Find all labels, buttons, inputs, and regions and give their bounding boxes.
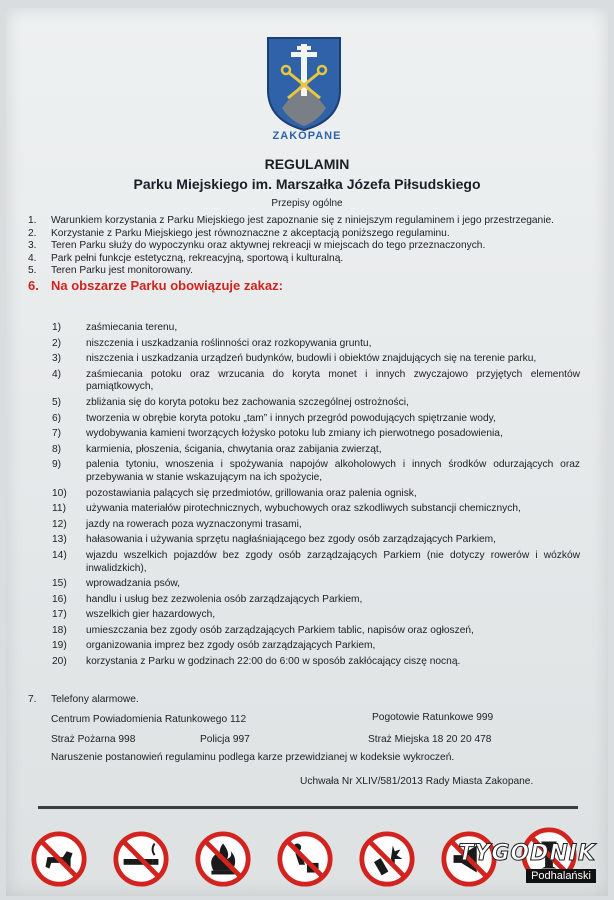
prohibition-item <box>52 656 580 669</box>
prohibition-text: zaśmiecania terenu, <box>86 322 178 333</box>
contact-pogotowie: Pogotowie Ratunkowe 999 <box>372 712 494 723</box>
prohibition-text: hałasowania i używania sprzętu nagłaśniającego bez zgody osób zarządzających Parkiem, <box>86 534 496 546</box>
no-dogs-icon <box>30 830 88 888</box>
contact-straz-miejska: Straż Miejska 18 20 20 478 <box>368 734 492 745</box>
resolution-note: Uchwała Nr XLIV/581/2013 Rady Miasta Zakopane. <box>300 776 534 787</box>
no-smoking-icon <box>112 830 170 888</box>
prohibition-number: 2) <box>52 337 62 349</box>
contacts-number: 7. <box>28 694 37 705</box>
prohibition-item <box>52 322 580 335</box>
penalty-note: Naruszenie postanowień regulaminu podlega karze przewidzianej w kodeksie wykroczeń. <box>51 752 455 763</box>
prohibition-item <box>52 519 580 532</box>
prohibition-item <box>52 488 580 501</box>
rule-text: Teren Parku jest monitorowany. <box>51 265 193 277</box>
prohibition-number: 4) <box>52 368 62 380</box>
prohibition-item <box>52 428 580 441</box>
prohibition-number: 19) <box>52 640 67 652</box>
prohibition-number: 15) <box>52 578 67 590</box>
watermark-line2: Podhalański <box>526 869 596 883</box>
rule-text: Teren Parku służy do wypoczynku oraz aktywnej rekreacji w miejscach do tego przeznaczonych. <box>51 240 486 252</box>
regulations-board <box>6 8 608 896</box>
prohibition-number: 5) <box>52 396 62 408</box>
prohibition-item <box>52 353 580 366</box>
rule-item <box>28 253 588 266</box>
prohibition-item <box>52 444 580 457</box>
zakopane-coat-of-arms-icon <box>264 34 344 132</box>
prohibition-text: zaśmiecania potoku oraz wrzucania do koryta monet i innych zwyczajowo przyjętych elementów pamiątkowych, <box>86 368 580 393</box>
prohibition-number: 6) <box>52 412 62 424</box>
no-fire-icon <box>194 830 252 888</box>
prohibition-text: jazdy na rowerach poza wyznaczonymi trasami, <box>86 518 302 530</box>
watermark-logo <box>458 841 596 884</box>
prohibition-item <box>52 413 580 426</box>
prohibition-number: 17) <box>52 609 67 621</box>
rule-text: Warunkiem korzystania z Parku Miejskiego jest zapoznanie się z niniejszym regulaminem i jego przestrzeganie. <box>51 215 554 226</box>
contacts-heading-row <box>28 694 139 705</box>
prohibition-item <box>52 397 580 410</box>
no-fireworks-icon <box>358 830 416 888</box>
prohibition-text: karmienia, płoszenia, ścigania, chwytania oraz zabijania zwierząt, <box>86 443 382 455</box>
rule-item <box>28 215 588 228</box>
park-name: Parku Miejskiego im. Marszałka Józefa Piłsudskiego <box>133 176 481 192</box>
general-rules-list <box>28 215 588 294</box>
prohibition-text: wprowadzania psów, <box>86 578 181 590</box>
document-title: REGULAMIN <box>264 156 350 172</box>
prohibition-item <box>52 609 580 622</box>
prohibition-item <box>52 459 580 484</box>
prohibition-text: niszczenia i uszkadzania urządzeń budynków, budowli i obiektów znajdujących się na terenie parku, <box>86 353 537 365</box>
prohibition-number: 1) <box>52 322 62 333</box>
rule-item <box>28 265 588 278</box>
prohibition-text: umieszczania bez zgody osób zarządzających Parkiem tablic, napisów oraz ogłoszeń, <box>86 624 474 636</box>
prohibition-text: palenia tytoniu, wnoszenia i spożywania napojów alkoholowych i innych środków odurzających oraz przebywania w stanie wskazującym na ich spożycie, <box>86 459 580 483</box>
prohibition-item <box>52 534 580 547</box>
prohibition-text: zbliżania się do koryta potoku bez zachowania szczególnej ostrożności, <box>86 396 409 408</box>
rule-text: Korzystanie z Parku Miejskiego jest równoznaczne z akceptacją poniższego regulaminu. <box>51 227 450 239</box>
rule-number: 3. <box>28 240 37 252</box>
prohibition-number: 10) <box>52 487 67 499</box>
rule-number: 2. <box>28 227 37 239</box>
prohibitions-list <box>52 322 580 672</box>
prohibition-text: organizowania imprez bez zgody osób zarządzających Parkiem, <box>86 640 376 652</box>
prohibition-number: 9) <box>52 459 62 471</box>
prohibition-item <box>52 625 580 638</box>
prohibition-number: 8) <box>52 443 62 455</box>
divider <box>38 806 578 809</box>
rule-item <box>28 228 588 241</box>
prohibition-item <box>52 338 580 351</box>
prohibition-text: handlu i usług bez zezwolenia osób zarządzających Parkiem, <box>86 593 363 605</box>
prohibition-item <box>52 578 580 591</box>
prohibition-number: 7) <box>52 428 62 440</box>
prohibition-text: wydobywania kamieni tworzących łożysko potoku lub zmiany ich pierwotnego posadowienia, <box>86 428 503 440</box>
prohibition-number: 14) <box>52 549 67 561</box>
no-littering-icon <box>276 830 334 888</box>
rule-number: 5. <box>28 265 37 277</box>
rule-number: 4. <box>28 252 37 264</box>
prohibition-number: 16) <box>52 593 67 605</box>
contact-policja: Policja 997 <box>200 734 250 745</box>
prohibition-item <box>52 503 580 516</box>
prohibition-number: 13) <box>52 534 67 546</box>
prohibition-number: 11) <box>52 503 66 515</box>
prohibition-text: niszczenia i uszkadzania roślinności oraz rozkopywania gruntu, <box>86 337 372 349</box>
rule-number: 1. <box>28 215 37 226</box>
prohibition-number: 18) <box>52 624 67 636</box>
city-name: ZAKOPANE <box>272 130 342 142</box>
prohibition-item <box>52 369 580 394</box>
prohibition-text: tworzenia w obrębie koryta potoku „tam” i innych przegród powodujących spiętrzanie wody, <box>86 412 496 424</box>
prohibition-number: 3) <box>52 353 62 365</box>
rule-text: Na obszarze Parku obowiązuje zakaz: <box>51 277 283 293</box>
rule-number: 6. <box>28 277 39 293</box>
prohibition-text: wszelkich gier hazardowych, <box>86 609 216 621</box>
prohibition-item <box>52 594 580 607</box>
prohibition-text: korzystania z Parku w godzinach 22:00 do 6:00 w sposób zakłócający ciszę nocną. <box>86 656 461 668</box>
prohibition-item <box>52 640 580 653</box>
section-heading: Przepisy ogólne <box>271 198 343 209</box>
rule-item <box>28 240 588 253</box>
prohibitions-heading <box>28 278 588 294</box>
prohibition-text: używania materiałów pirotechnicznych, wybuchowych oraz szkodliwych substancji chemicznych, <box>86 503 521 515</box>
prohibition-item <box>52 550 580 575</box>
prohibition-number: 12) <box>52 518 67 530</box>
contact-straz-pozarna: Straż Pożarna 998 <box>51 734 136 745</box>
rule-text: Park pełni funkcje estetyczną, rekreacyjną, sportową i kulturalną. <box>51 252 344 264</box>
prohibition-text: wjazdu wszelkich pojazdów bez zgody osób zarządzających Parkiem (nie dotyczy rowerów i wózków inwalidzkich), <box>86 549 580 574</box>
watermark-line1: TYGODNIK <box>458 841 596 866</box>
contact-centrum: Centrum Powiadomienia Ratunkowego 112 <box>51 714 247 725</box>
prohibition-number: 20) <box>52 656 67 668</box>
prohibition-text: pozostawiania palących się przedmiotów, grillowania oraz palenia ognisk, <box>86 487 417 499</box>
contacts-heading: Telefony alarmowe. <box>51 694 139 705</box>
